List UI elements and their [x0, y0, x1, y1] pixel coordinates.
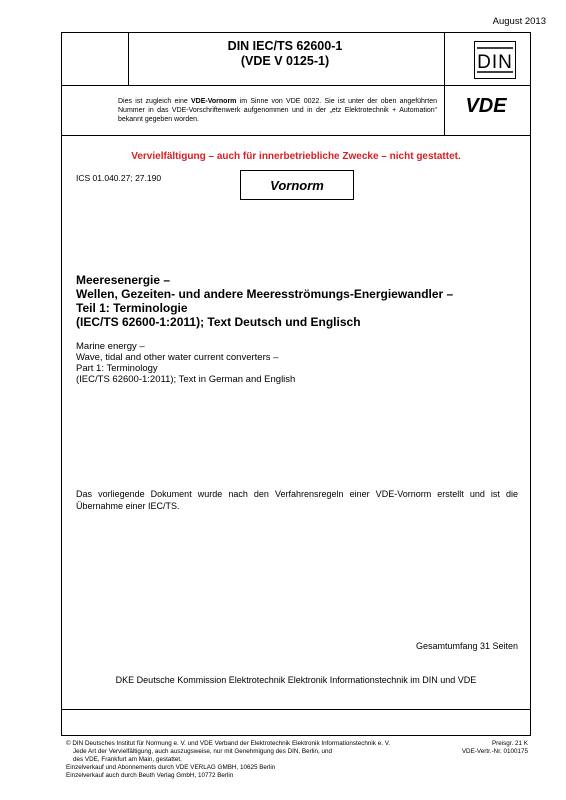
copyright-line: Jede Art der Vervielfältigung, auch auszugsweise, nur mit Genehmigung des DIN, Berlin, und — [73, 748, 333, 755]
english-title-line: Marine energy – — [76, 341, 145, 352]
note-suffix: im Sinne von VDE 0022. Sie ist unter der oben angeführten Nummer in das VDE-Vorschriftenwerk aufgenommen und in der „etz Elektrotechnik + Automation“ bekannt gegeben worden. — [118, 98, 437, 123]
cover-frame — [61, 32, 531, 736]
vde-logo — [450, 93, 522, 117]
copyright-line: des VDE, Frankfurt am Main, gestattet. — [73, 756, 182, 763]
english-title — [76, 341, 520, 385]
ics-code: ICS 01.040.27; 27.190 — [76, 173, 162, 183]
english-title-line: Part 1: Terminology — [76, 363, 158, 374]
german-title-line: Meeresenergie – — [76, 273, 171, 287]
sales-number: VDE-Vertr.-Nr. 0100175 — [461, 748, 528, 755]
copyright-line: Einzelverkauf auch durch Beuth Verlag GmbH, 10772 Berlin — [66, 772, 234, 779]
vde-logo-text: VDE — [465, 95, 507, 117]
german-title-line: Teil 1: Terminologie — [76, 301, 188, 315]
german-title-line: (IEC/TS 62600-1:2011); Text Deutsch und Englisch — [76, 315, 361, 329]
copy-warning: Vervielfältigung – auch für innerbetriebliche Zwecke – nicht gestattet. — [131, 151, 461, 162]
price-group: Preisgr. 21 K — [491, 740, 528, 747]
din-logo-text: DIN — [477, 52, 513, 73]
document-number — [128, 39, 442, 69]
divider-line — [62, 135, 530, 136]
english-title-line: (IEC/TS 62600-1:2011); Text in German and English — [76, 374, 296, 385]
divider-line — [62, 85, 530, 86]
note-prefix: Dies ist zugleich eine — [118, 98, 192, 105]
copyright-line: Einzelverkauf und Abonnements durch VDE VERLAG GMBH, 10625 Berlin — [66, 764, 276, 771]
din-logo — [474, 41, 516, 79]
price-info — [462, 740, 528, 756]
divider-line — [62, 709, 530, 710]
vde-note — [118, 97, 437, 124]
status-badge: Vornorm — [240, 170, 354, 200]
divider-line — [444, 33, 445, 135]
publication-date: August 2013 — [492, 16, 546, 27]
document-number-line2: (VDE V 0125-1) — [240, 54, 330, 68]
total-pages: Gesamtumfang 31 Seiten — [415, 641, 518, 651]
german-title — [76, 273, 520, 329]
document-number-line1: DIN IEC/TS 62600-1 — [227, 39, 343, 53]
german-title-line: Wellen, Gezeiten- und andere Meeresströmungs-Energiewandler – — [76, 287, 454, 301]
copyright-line: © DIN Deutsches Institut für Normung e. V. und VDE Verband der Elektrotechnik Elektronik Informationstechnik e. V. — [66, 740, 391, 747]
note-bold: VDE-Vornorm — [191, 98, 237, 105]
english-title-line: Wave, tidal and other water current converters – — [76, 352, 279, 363]
document-description: Das vorliegende Dokument wurde nach den Verfahrensregeln einer VDE-Vornorm erstellt und ist die Übernahme einer IEC/TS. — [76, 489, 518, 511]
committee-name: DKE Deutsche Kommission Elektrotechnik Elektronik Informationstechnik im DIN und VDE — [115, 675, 477, 685]
copyright-notice — [66, 740, 390, 780]
